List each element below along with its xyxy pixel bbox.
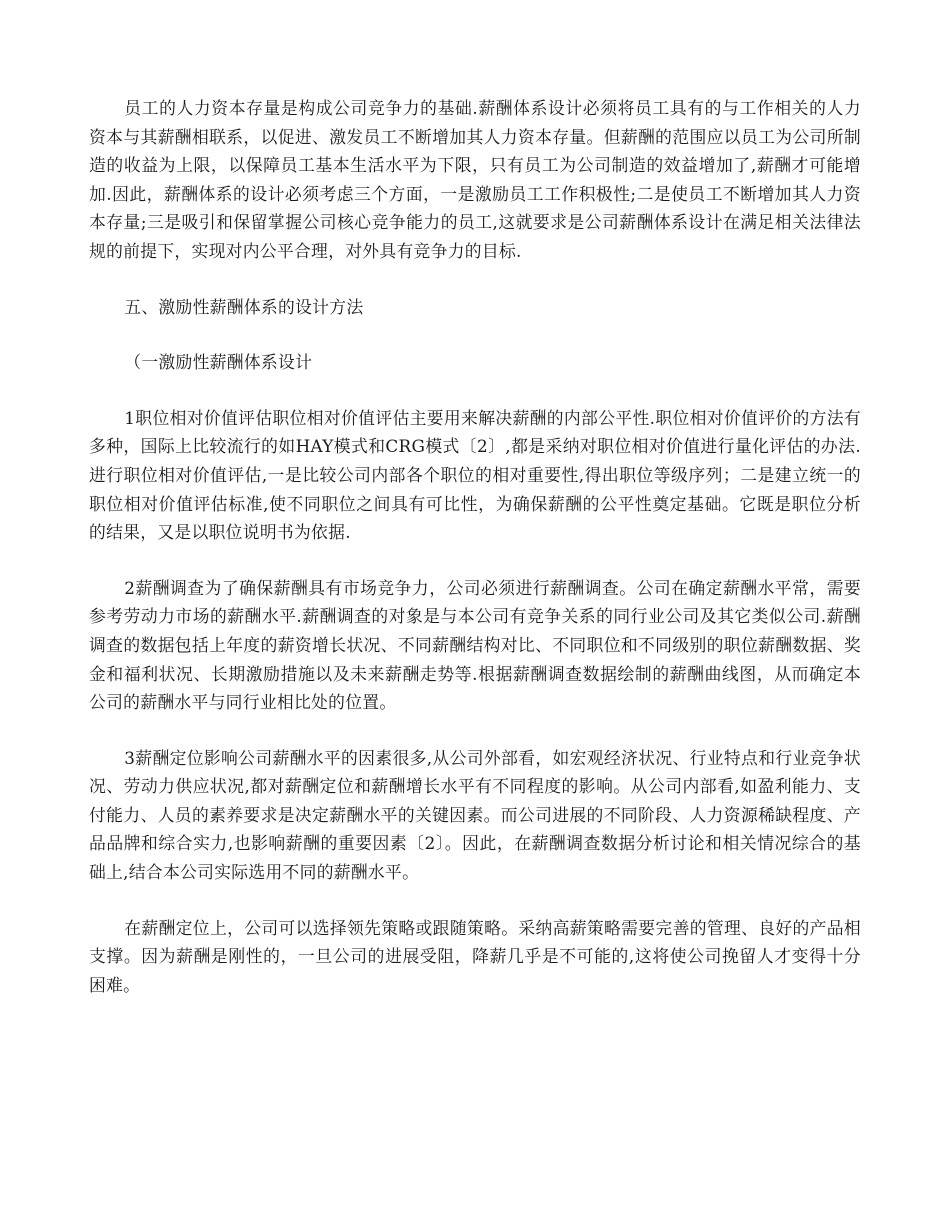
paragraph-human-capital: 员工的人力资本存量是构成公司竞争力的基础.薪酬体系设计必须将员工具有的与工作相关的人力资本与其薪酬相联系，以促进、激发员工不断增加其人力资本存量。但薪酬的范围应以员工为公司所制造的收益为上限，以保障员工基本生活水平为下限，只有员工为公司制造的效益增加了,薪酬才可能增加.因此，薪酬体系的设计必须考虑三个方面，一是激励员工工作积极性;二是使员工不断增加其人力资本存量;三是吸引和保留掌握公司核心竞争能力的员工,这就要求是公司薪酬体系设计在满足相关法律法规的前提下，实现对内公平合理，对外具有竞争力的目标. xyxy=(89,98,861,261)
paragraph-salary-survey: 2薪酬调查为了确保薪酬具有市场竞争力，公司必须进行薪酬调查。公司在确定薪酬水平常，需要参考劳动力市场的薪酬水平.薪酬调查的对象是与本公司有竞争关系的同行业公司及其它类似公司.薪酬调查的数据包括上年度的薪资增长状况、不同薪酬结构对比、不同职位和不同级别的职位薪酬数据、奖金和福利状况、长期激励措施以及未来薪酬走势等.根据薪酬调查数据绘制的薪酬曲线图，从而确定本公司的薪酬水平与同行业相比处的位置。 xyxy=(89,577,861,713)
paragraph-salary-positioning: 3薪酬定位影响公司薪酬水平的因素很多,从公司外部看，如宏观经济状况、行业特点和行业竞争状况、劳动力供应状况,都对薪酬定位和薪酬增长水平有不同程度的影响。从公司内部看,如盈利能力、支付能力、人员的素养要求是决定薪酬水平的关键因素。而公司进展的不同阶段、人力资源稀缺程度、产品品牌和综合实力,也影响薪酬的重要因素〔2〕。因此，在薪酬调查数据分析讨论和相关情况综合的基础上,结合本公司实际选用不同的薪酬水平。 xyxy=(89,747,861,883)
subsection-heading-incentive-design: （一激励性薪酬体系设计 xyxy=(124,352,313,373)
paragraph-job-evaluation: 1职位相对价值评估职位相对价值评估主要用来解决薪酬的内部公平性.职位相对价值评价的方法有多种，国际上比较流行的如HAY模式和CRG模式〔2〕,都是采纳对职位相对价值进行量化评估的办法.进行职位相对价值评估,一是比较公司内部各个职位的相对重要性,得出职位等级序列；二是建立统一的职位相对价值评估标准,使不同职位之间具有可比性，为确保薪酬的公平性奠定基础。它既是职位分析的结果，又是以职位说明书为依据. xyxy=(89,407,861,543)
document-page xyxy=(89,94,861,1026)
paragraph-positioning-strategy: 在薪酬定位上，公司可以选择领先策略或跟随策略。采纳高薪策略需要完善的管理、良好的产品相支撑。因为薪酬是刚性的，一旦公司的进展受阻，降薪几乎是不可能的,这将使公司挽留人才变得十分困难。 xyxy=(89,917,861,995)
section-heading-design-methods: 五、激励性薪酬体系的设计方法 xyxy=(124,296,364,317)
